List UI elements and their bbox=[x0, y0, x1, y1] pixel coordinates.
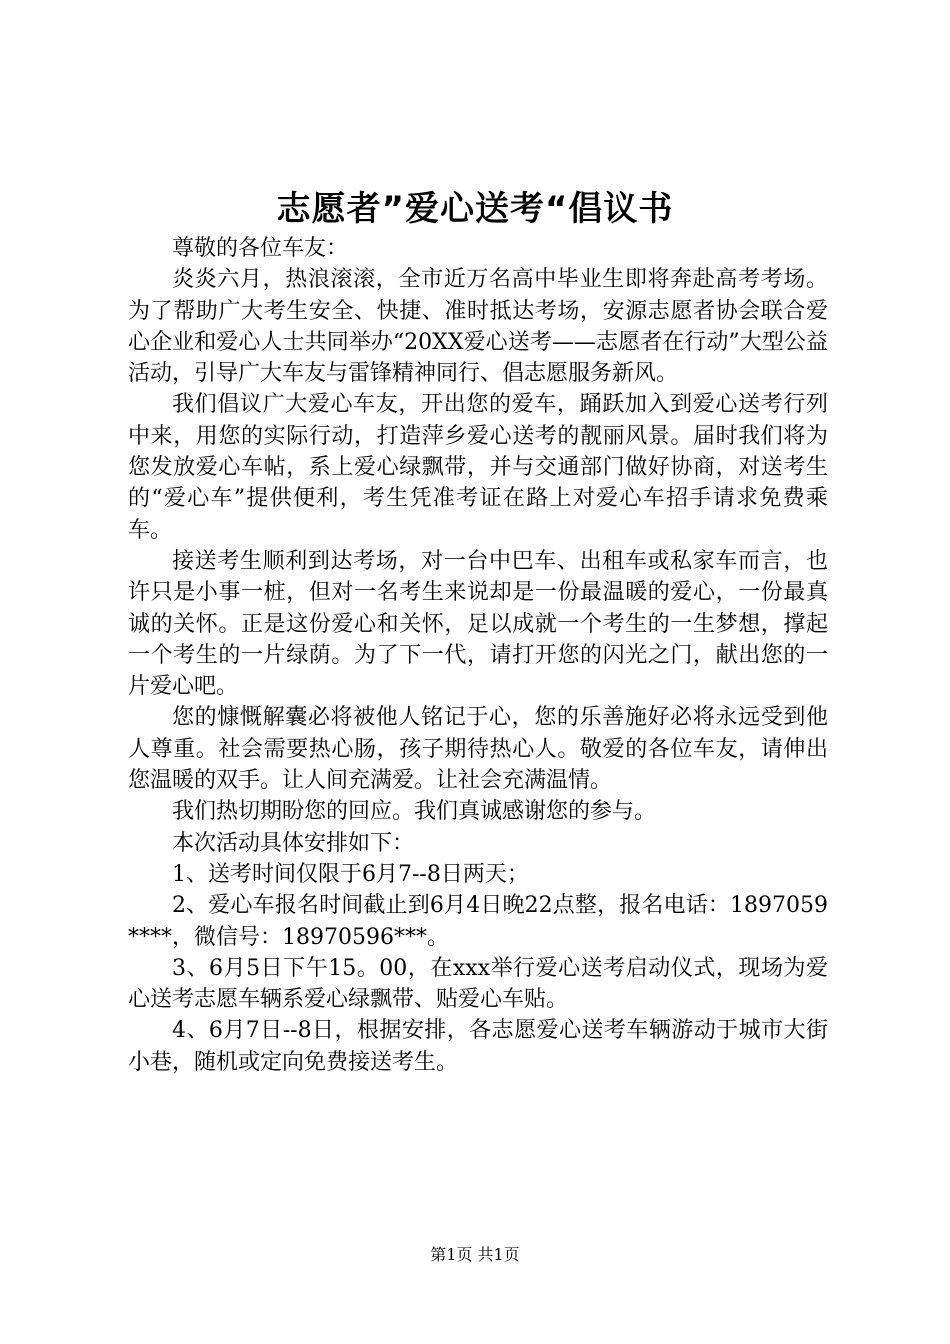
salutation: 尊敬的各位车友： bbox=[172, 236, 349, 261]
paragraph-intro: 炎炎六月，热浪滚滚，全市近万名高中毕业生即将奔赴高考考场。为了帮助广大考生安全、快捷、准时抵达考场，安源志愿者协会联合爱心企业和爱心人士共同举办“20XX爱心送考——志愿者在行动”大型公益活动，引导广大车友与雷锋精神同行、倡志愿服务新风。 bbox=[128, 267, 828, 387]
paragraph-proposal: 我们倡议广大爱心车友，开出您的爱车，踊跃加入到爱心送考行列中来，用您的实际行动，打造萍乡爱心送考的靓丽风景。届时我们将为您发放爱心车帖，系上爱心绿飘带，并与交通部门做好协商，对送考生的“爱心车”提供便利，考生凭准考证在路上对爱心车招手请求免费乘车。 bbox=[128, 392, 828, 543]
document-body bbox=[128, 233, 828, 1078]
paragraph-thanks: 我们热切期盼您的回应。我们真诚感谢您的参与。 bbox=[172, 799, 657, 825]
paragraph-appeal: 您的慷慨解囊必将被他人铭记于心，您的乐善施好必将永远受到他人尊重。社会需要热心肠，孩子期待热心人。敬爱的各位车友，请伸出您温暖的双手。让人间充满爱。让社会充满温情。 bbox=[128, 705, 828, 794]
arrangement-item-2: 2、爱心车报名时间截止到6月4日晚22点整，报名电话：1897059****，微信号：18970596***。 bbox=[128, 893, 828, 950]
arrangement-item-1: 1、送考时间仅限于6月7--8日两天； bbox=[172, 861, 529, 887]
arrangement-item-4: 4、6月7日--8日，根据安排，各志愿爱心送考车辆游动于城市大街小巷，随机或定向免费接送考生。 bbox=[128, 1018, 828, 1075]
arrangement-item-3: 3、6月5日下午15。00，在xxx举行爱心送考启动仪式，现场为爱心送考志愿车辆系爱心绿飘带、贴爱心车贴。 bbox=[128, 955, 828, 1013]
paragraph-significance: 接送考生顺利到达考场，对一台中巴车、出租车或私家车而言，也许只是小事一桩，但对一名考生来说却是一份最温暖的爱心，一份最真诚的关怀。正是这份爱心和关怀，足以成就一个考生的一生梦想，撑起一个考生的一片绿荫。为了下一代，请打开您的闪光之门，献出您的一片爱心吧。 bbox=[128, 548, 828, 700]
page-number-footer: 第1页 共1页 bbox=[430, 1245, 520, 1264]
arrangement-heading: 本次活动具体安排如下： bbox=[172, 830, 415, 856]
document-title: 志愿者”爱心送考“倡议书 bbox=[276, 189, 674, 229]
